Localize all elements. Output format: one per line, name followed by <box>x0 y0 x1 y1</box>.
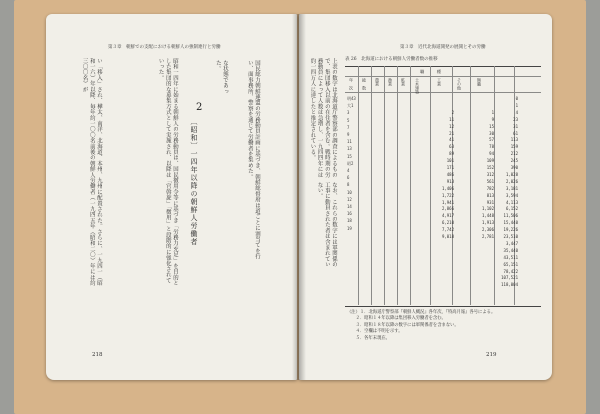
left-text-column-a: い「移入」され、樺太、南洋、北海道、本州、九州に配置された。さらに、一九四一（昭和一六）年以降、毎年約一〇〇名前後の朝鮮人労働者（一九四五年（昭和二〇）年には約三〇〇名）が <box>81 58 102 286</box>
table-note: ２．昭和１４年以降は集団移入労働者を含む。 <box>347 316 446 322</box>
table-year-label: 大1 <box>347 103 354 109</box>
table-cell-value: 1 <box>491 109 494 115</box>
right-text-column-b: なお、これらの数字には軍関係の工事に動員された者は含まれていない。 <box>316 182 337 268</box>
table-cell-value: 561 <box>486 178 494 184</box>
table-cell-value: 2 <box>451 109 454 115</box>
table-cell-value: 89 <box>449 151 454 157</box>
table-cell-total: 159 <box>510 144 518 150</box>
table-column-rule <box>470 66 471 305</box>
table-header-cell: 無職 <box>477 78 482 86</box>
table-cell-value: 11 <box>449 116 454 122</box>
table-cell-total: 65,151 <box>503 261 518 267</box>
table-cell-value: 1,102 <box>481 206 494 212</box>
left-text-column-b: 昭和一四年に始まる朝鮮人の労務動員は、国民徴用令等に基づき「労務力充足」を目的とした集団的な募集方式として実施され、以降は「官斡旋」「徴用」と段階的に強化されていった。 <box>157 58 178 286</box>
table-header-cell: 農業 <box>375 78 380 86</box>
table-cell-total: 4,113 <box>505 199 518 205</box>
table-cell-value: 109 <box>486 158 494 164</box>
table-cell-value: 1,722 <box>441 192 454 198</box>
table-cell-value: 63 <box>449 144 454 150</box>
left-running-head: 第３章 朝鮮での支配における朝鮮人の強制連行と労働 <box>108 45 221 50</box>
table-cell-total: 43,511 <box>503 254 518 260</box>
table-column-rule <box>494 66 495 305</box>
table-note: （注）１．北海道庁警察部『朝鮮人概況』各年次、『特高月報』各号による。 <box>347 310 496 315</box>
table-year-label: 11 <box>347 139 352 145</box>
table-cell-value: 21 <box>449 130 454 136</box>
table-row-rule <box>345 92 541 93</box>
table-year-label: 6 <box>347 175 350 181</box>
table-year-label: 16 <box>347 211 352 217</box>
table-cell-total: 4 <box>515 109 518 115</box>
table-cell-value: 7,742 <box>441 227 454 233</box>
table-cell-total: 107,521 <box>501 275 518 281</box>
table-header-cell: 総 数 <box>362 78 367 90</box>
table-cell-value: 813 <box>486 192 494 198</box>
table-cell-total: 6,152 <box>505 206 518 212</box>
table-cell-total: 78,422 <box>503 268 518 274</box>
table-year-label: 昭2 <box>347 160 354 166</box>
table-note: ３．昭和１８年以降の数字には軍関係者を含まない。 <box>347 322 459 328</box>
table-column-rule <box>371 66 372 305</box>
table-cell-value: 6,210 <box>441 220 454 226</box>
table-year-label: 9 <box>347 132 350 137</box>
table-note: ４．空欄は不明を示す。 <box>347 329 403 335</box>
table-cell-total: 212 <box>510 151 518 157</box>
table-year-label: 12 <box>347 196 352 202</box>
table-cell-value: 1,941 <box>441 199 454 205</box>
table-year-label: 18 <box>347 218 352 224</box>
table-year-label: 8 <box>347 182 350 188</box>
section-number: 2 <box>196 102 203 113</box>
left-text-column-d: 国民総力朝鮮連盟の労務動員計画に基づき、朝鮮総督府は道ごとに割当てを行い、面事務所、警察を通じて労働者を集めた。 <box>246 60 260 260</box>
table-column-rule <box>384 66 385 305</box>
table-cell-total: 35,440 <box>503 247 518 253</box>
table-cell-total: 61 <box>513 130 518 136</box>
table-year-label: 14 <box>347 204 352 209</box>
table-notes <box>347 310 495 342</box>
table-cell-value: 41 <box>449 137 454 143</box>
table-header-cell: その他 <box>457 78 462 90</box>
table-cell-value: 2,866 <box>441 206 454 212</box>
table-cell-value: 782 <box>486 185 494 191</box>
table-header-cell: 年 次 <box>349 78 354 90</box>
table-cell-total: 113 <box>510 137 518 143</box>
table-cell-total: 2,026 <box>505 178 518 184</box>
table-cell-total: 390 <box>510 165 518 170</box>
table-cell-value: 1,406 <box>441 185 454 191</box>
table-column-rule <box>430 66 431 305</box>
left-text-column-c: な状態であった。 <box>214 60 228 95</box>
table-column-rule <box>358 66 359 305</box>
table-cell-value: 486 <box>446 171 454 177</box>
table-year-label: 7 <box>347 124 350 130</box>
table-cell-value: 78 <box>489 144 494 150</box>
table-year-label: 5 <box>347 117 350 123</box>
table-cell-value: 57 <box>489 137 494 143</box>
table-cell-value: 4,917 <box>441 213 454 219</box>
table-title: 表 26 北海道における朝鮮人労働者数の推移 <box>345 57 438 62</box>
table-year-label: 4 <box>347 168 350 173</box>
table-cell-total: 23 <box>513 116 518 122</box>
table-cell-total: 11,506 <box>503 213 518 219</box>
table-cell-total: 245 <box>510 158 518 164</box>
table-cell-value: 312 <box>486 171 494 177</box>
right-text-column-a: 上表の数字は北海道庁警察部の調査によるもので、集団移入以前の在住者を含む。戦時期の労務動員によって人数は急増し、一九四四年には約一四万人に達したと推定されている。 <box>309 58 337 178</box>
table-column-rule <box>397 66 398 305</box>
table-cell-value: 1,913 <box>481 220 494 226</box>
table-year-label: 10 <box>347 189 352 195</box>
table-cell-value: 1,448 <box>481 213 494 219</box>
table-cell-value: 94 <box>489 151 494 157</box>
table-cell-total: 31 <box>513 123 518 129</box>
table-cell-total: 1,028 <box>505 171 518 177</box>
right-page-number: 219 <box>486 352 497 358</box>
table-cell-value: 171 <box>446 165 454 170</box>
table-year-label: 明43 <box>347 96 356 101</box>
table-cell-total: 118,004 <box>501 282 518 288</box>
table-cell-total: 3,447 <box>505 240 518 246</box>
table-cell-value: 15 <box>489 123 494 129</box>
table-year-label: 3 <box>347 110 350 116</box>
section-title: 〔昭和〕一四年以降の朝鮮人労働者 <box>190 118 198 246</box>
table-header-top: 職 種 <box>420 69 441 74</box>
table-header-cell: 鉱業 <box>401 78 406 86</box>
left-page-number: 218 <box>92 352 103 358</box>
table-cell-value: 101 <box>446 158 454 164</box>
table-column-rule <box>410 66 411 305</box>
table-header-cell: 工業 <box>437 78 442 86</box>
table-cell-total: 3,181 <box>505 185 518 191</box>
table-cell-value: 12 <box>449 123 454 129</box>
table-year-label: 19 <box>347 225 352 231</box>
table-cell-value: 152 <box>486 165 494 170</box>
table-cell-value: 9 <box>491 116 494 122</box>
table-row-rule <box>345 76 541 77</box>
table-note: ５．各年末現在。 <box>347 335 390 341</box>
table-year-label: 15 <box>347 153 352 159</box>
table-header-cell: 漁業 <box>388 78 393 86</box>
table-cell-total: 1 <box>515 102 518 108</box>
table-cell-value: 2,306 <box>481 227 494 233</box>
table-cell-value: 2,781 <box>481 234 494 239</box>
table-cell-total: 23,510 <box>503 234 518 239</box>
table-cell-value: 30 <box>489 130 494 136</box>
table-cell-total: 0 <box>515 96 518 101</box>
table-cell-value: 9,018 <box>441 234 454 239</box>
table-cell-total: 15,440 <box>503 220 518 226</box>
table-header-cell: 土木建築 <box>415 78 420 94</box>
table-cell-value: 913 <box>446 178 454 184</box>
table-cell-value: 931 <box>486 199 494 205</box>
table-cell-total: 3,594 <box>505 192 518 198</box>
right-running-head: 第３章 近代北海道開発の展開とその労働 <box>400 45 486 50</box>
book-gutter <box>292 14 306 380</box>
table-year-label: 13 <box>347 146 352 152</box>
table-cell-total: 19,226 <box>503 227 518 233</box>
